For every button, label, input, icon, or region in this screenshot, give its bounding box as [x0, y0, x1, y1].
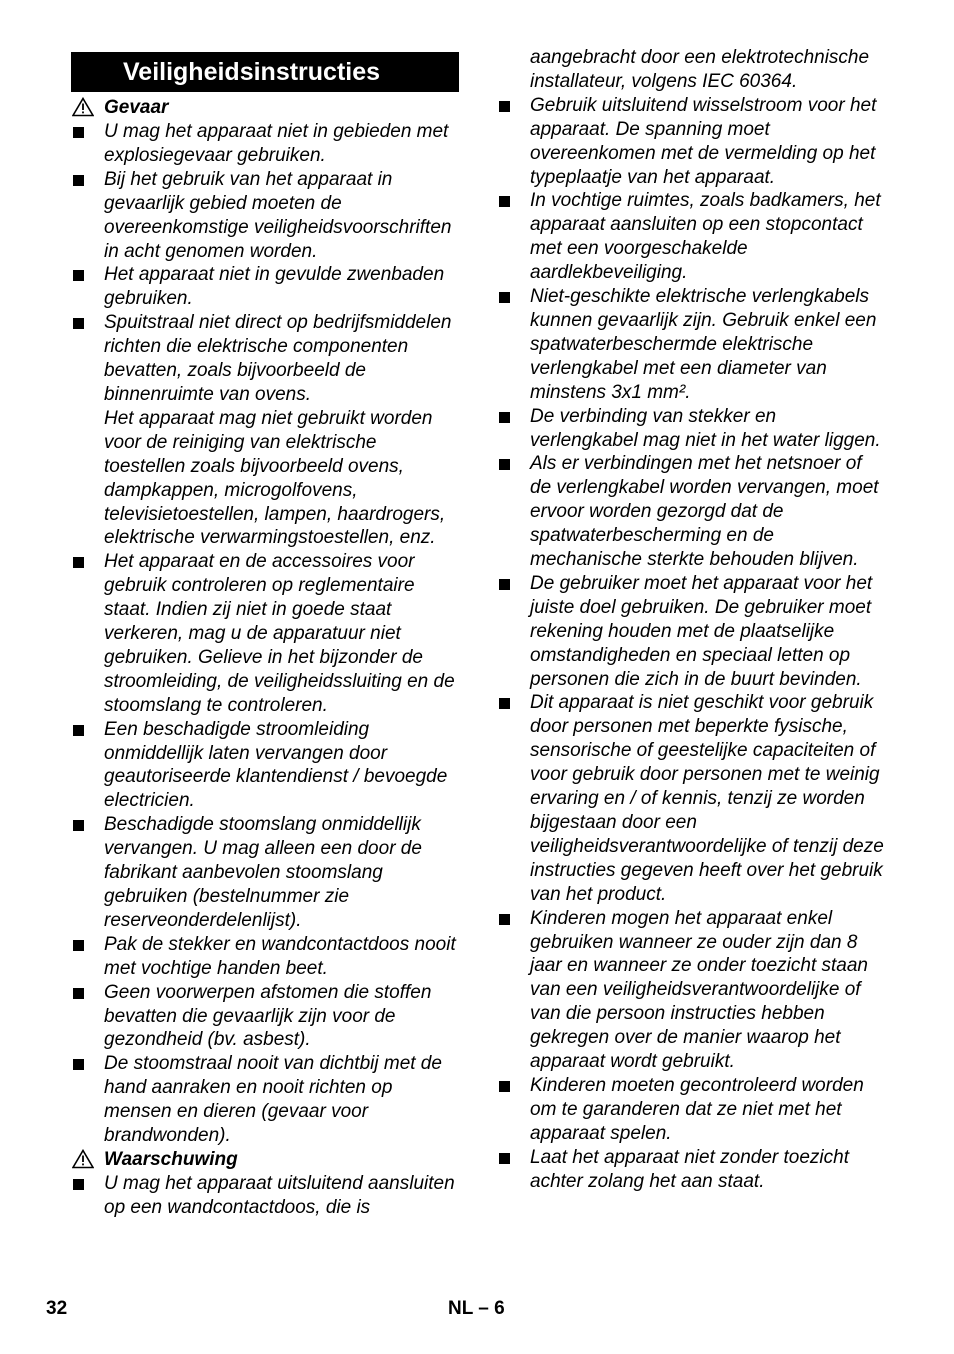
list-item: Beschadigde stoomslang onmiddellijk vervangen. U mag alleen een door de fabrikant aanbevolen stoomslang gebruiken (bestelnummer zie reserveonderdelenlijst).: [71, 813, 459, 933]
bullet-square-icon: [499, 412, 510, 423]
list-item: Het apparaat niet in gevulde zwenbaden gebruiken.: [71, 263, 459, 311]
danger-list: [71, 120, 459, 1148]
bullet-square-icon: [73, 270, 84, 281]
list-item: Gebruik uitsluitend wisselstroom voor het apparaat. De spanning moet overeenkomen met de vermelding op het typeplaatje van het apparaat.: [497, 94, 885, 190]
list-item: U mag het apparaat uitsluitend aansluiten op een wandcontactdoos, die is: [71, 1172, 459, 1220]
bullet-square-icon: [73, 557, 84, 568]
warning-list: [497, 94, 885, 1194]
danger-subheading: [71, 96, 459, 120]
bullet-square-icon: [73, 318, 84, 329]
left-column: [71, 44, 459, 1220]
bullet-square-icon: [499, 1081, 510, 1092]
list-item: Bij het gebruik van het apparaat in gevaarlijk gebied moeten de overeenkomstige veiligheidsvoorschriften in acht genomen worden.: [71, 168, 459, 264]
list-item-continuation: aangebracht door een elektrotechnische installateur, volgens IEC 60364.: [530, 47, 870, 92]
bullet-square-icon: [73, 1059, 84, 1070]
list-item: Als er verbindingen met het netsnoer of de verlengkabel worden vervangen, moet ervoor worden gezorgd dat de spatwaterbescherming en de mechanische sterkte behouden blijven.: [497, 452, 885, 572]
list-item: Spuitstraal niet direct op bedrijfsmiddelen richten die elektrische componenten bevatten, zoals bijvoorbeeld de binnenruimte van ovens. Het apparaat mag niet gebruikt worden voor de reiniging van elektrische toestellen zoals bijvoorbeeld ovens, dampkappen, microgolfovens, televisietoestellen, lampen, haardrogers, elektrische verwarmingstoestellen, enz.: [71, 311, 459, 550]
warning-subheading: [71, 1148, 459, 1172]
list-item: Kinderen moeten gecontroleerd worden om te garanderen dat ze niet met het apparaat spelen.: [497, 1074, 885, 1146]
bullet-square-icon: [73, 1179, 84, 1190]
list-item: Kinderen mogen het apparaat enkel gebruiken wanneer ze ouder zijn dan 8 jaar en wanneer ze onder toezicht staan van een veiligheidsverantwoordelijke of van die persoon instructies hebben gekregen over de manier waarop het apparaat wordt gebruikt.: [497, 907, 885, 1074]
list-item: De verbinding van stekker en verlengkabel mag niet in het water liggen.: [497, 405, 885, 453]
bullet-square-icon: [499, 101, 510, 112]
warning-label: Waarschuwing: [104, 1148, 238, 1170]
danger-label: Gevaar: [104, 97, 169, 118]
section-page-label: NL – 6: [448, 1298, 505, 1319]
bullet-square-icon: [499, 292, 510, 303]
right-column: [497, 46, 885, 1194]
bullet-square-icon: [73, 725, 84, 736]
list-item: De gebruiker moet het apparaat voor het juiste doel gebruiken. De gebruiker moet rekening houden met de plaatselijke omstandigheden en speciaal letten op personen die zich in de buurt bevinden.: [497, 572, 885, 692]
warning-triangle-icon: [72, 1149, 94, 1169]
page-number: 32: [46, 1298, 68, 1319]
bullet-square-icon: [499, 698, 510, 709]
list-item: De stoomstraal nooit van dichtbij met de hand aanraken en nooit richten op mensen en dieren (gevaar voor brandwonden).: [71, 1052, 459, 1148]
bullet-square-icon: [73, 940, 84, 951]
list-item: Geen voorwerpen afstomen die stoffen bevatten die gevaarlijk zijn voor de gezondheid (bv. asbest).: [71, 981, 459, 1053]
section-heading: Veiligheidsinstructies: [71, 52, 459, 92]
bullet-square-icon: [499, 579, 510, 590]
bullet-square-icon: [499, 1153, 510, 1164]
list-item: U mag het apparaat niet in gebieden met explosiegevaar gebruiken.: [71, 120, 459, 168]
list-item: Dit apparaat is niet geschikt voor gebruik door personen met beperkte fysische, sensorische of geestelijke capaciteiten of voor gebruik door personen met te weinig ervaring en / of kennis, tenzij ze worden bijgestaan door een veiligheidsverantwoordelijke of tenzij deze instructies gegeven heeft over het gebruik van het product.: [497, 691, 885, 906]
bullet-square-icon: [73, 127, 84, 138]
bullet-square-icon: [499, 196, 510, 207]
list-item: Pak de stekker en wandcontactdoos nooit met vochtige handen beet.: [71, 933, 459, 981]
warning-list-start: [71, 1172, 459, 1220]
list-item: Laat het apparaat niet zonder toezicht achter zolang het aan staat.: [497, 1146, 885, 1194]
bullet-square-icon: [73, 820, 84, 831]
bullet-square-icon: [499, 914, 510, 925]
warning-triangle-icon: [72, 97, 94, 117]
list-item: Een beschadigde stroomleiding onmiddellijk laten vervangen door geautoriseerde klantendienst / bevoegde electricien.: [71, 718, 459, 814]
list-item: In vochtige ruimtes, zoals badkamers, het apparaat aansluiten op een stopcontact met een voorgeschakelde aardlekbeveiliging.: [497, 189, 885, 285]
bullet-square-icon: [73, 988, 84, 999]
list-item-continuation: Het apparaat mag niet gebruikt worden voor de reiniging van elektrische toestellen zoals bijvoorbeeld ovens, dampkappen, microgolfovens, televisietoestellen, lampen, haardrogers, elektrische verwarmingstoestellen, enz.: [104, 407, 446, 549]
list-item: Het apparaat en de accessoires voor gebruik controleren op reglementaire staat. Indien zij niet in goede staat verkeren, mag u de apparatuur niet gebruiken. Gelieve in het bijzonder de stroomleiding, de veiligheidssluiting en de stoomslang te controleren.: [71, 550, 459, 717]
list-item: Niet-geschikte elektrische verlengkabels kunnen gevaarlijk zijn. Gebruik enkel een spatwaterbeschermde elektrische verlengkabel met een diameter van minstens 3x1 mm².: [497, 285, 885, 405]
bullet-square-icon: [73, 175, 84, 186]
bullet-square-icon: [499, 459, 510, 470]
